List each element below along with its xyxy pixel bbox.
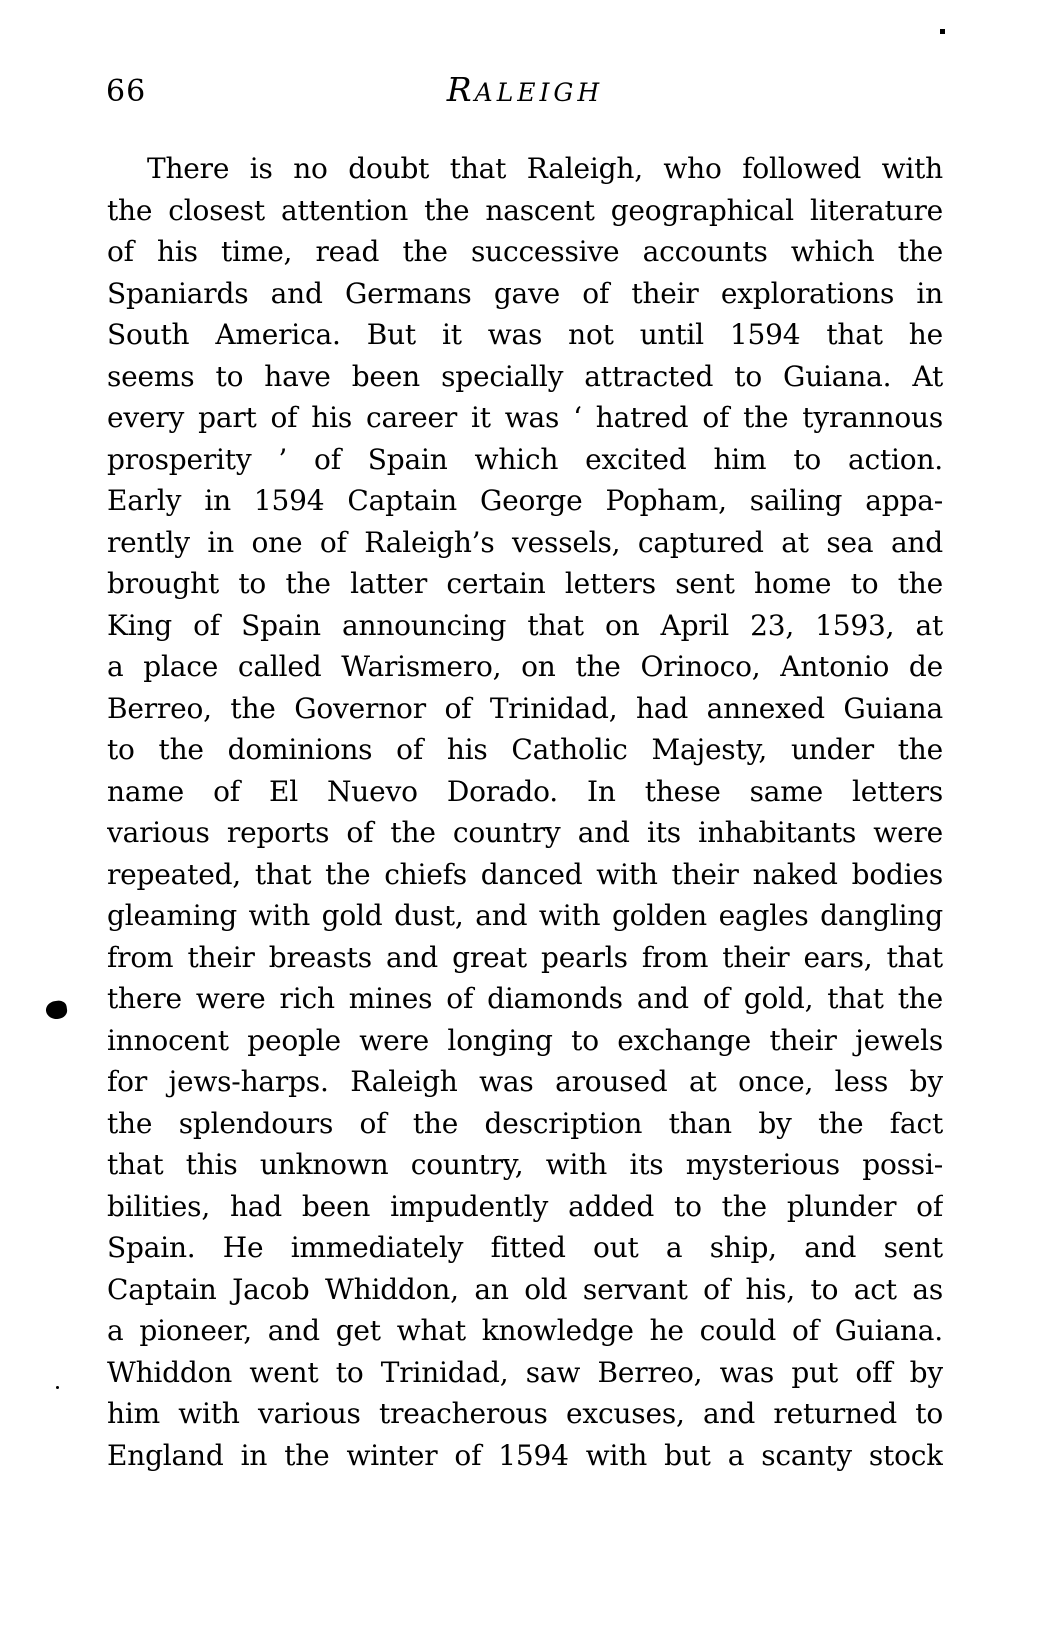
text-line: of his time, read the successive accounts which the — [107, 235, 943, 268]
page-number: 66 — [106, 74, 147, 109]
text-line: that this unknown country, with its mysterious possi- — [107, 1148, 943, 1181]
text-line: the closest attention the nascent geographical literature — [107, 193, 943, 227]
ink-blob-artifact — [45, 1000, 68, 1021]
text-line: name of El Nuevo Dorado. In these same letters — [107, 774, 943, 808]
text-line: brought to the latter certain letters sent home to the — [107, 567, 943, 600]
text-line: South America. But it was not until 1594 that he — [107, 318, 943, 351]
text-line: Spaniards and Germans gave of their explorations in — [107, 276, 943, 310]
text-line: Early in 1594 Captain George Popham, sailing appa- — [107, 484, 943, 517]
text-line: Captain Jacob Whiddon, an old servant of his, to act as — [107, 1272, 943, 1306]
text-line: from their breasts and great pearls from their ears, that — [107, 940, 943, 974]
text-line: Whiddon went to Trinidad, saw Berreo, was put off by — [107, 1355, 943, 1389]
text-line: rently in one of Raleigh’s vessels, captured at sea and — [107, 525, 943, 559]
running-title-rest: ALEIGH — [474, 78, 604, 107]
text-line: bilities, had been impudently added to the plunder of — [107, 1189, 943, 1223]
text-line: innocent people were longing to exchange their jewels — [107, 1023, 943, 1057]
scan-speck-bottom-left — [56, 1386, 59, 1389]
text-line: gleaming with gold dust, and with golden eagles dangling — [107, 899, 943, 932]
text-line: every part of his career it was ‘ hatred of the tyrannous — [107, 401, 943, 434]
text-line: seems to have been specially attracted to Guiana. At — [107, 359, 943, 393]
text-line: to the dominions of his Catholic Majesty, under the — [107, 733, 943, 766]
text-line: prosperity ’ of Spain which excited him to action. — [107, 442, 943, 476]
text-line: him with various treacherous excuses, and returned to — [107, 1397, 943, 1430]
text-line: Spain. He immediately fitted out a ship, and sent — [107, 1231, 943, 1264]
scan-speck-top-right — [940, 29, 945, 34]
body-paragraph — [107, 148, 943, 1476]
text-line: Berreo, the Governor of Trinidad, had annexed Guiana — [107, 691, 943, 725]
text-line: repeated, that the chiefs danced with their naked bodies — [107, 857, 943, 891]
text-line: King of Spain announcing that on April 23, 1593, at — [107, 608, 943, 642]
text-line: various reports of the country and its inhabitants were — [107, 816, 943, 849]
text-line: for jews-harps. Raleigh was aroused at once, less by — [107, 1065, 943, 1098]
text-line: a pioneer, and get what knowledge he could of Guiana. — [107, 1314, 943, 1347]
text-line: there were rich mines of diamonds and of gold, that the — [107, 982, 943, 1015]
running-title — [107, 70, 943, 109]
running-title-initial: R — [446, 70, 475, 109]
text-line: There is no doubt that Raleigh, who followed with — [147, 152, 943, 185]
text-line: England in the winter of 1594 with but a scanty stock — [107, 1438, 943, 1472]
text-line: a place called Warismero, on the Orinoco, Antonio de — [107, 650, 943, 683]
text-line: the splendours of the description than by the fact — [107, 1106, 943, 1140]
